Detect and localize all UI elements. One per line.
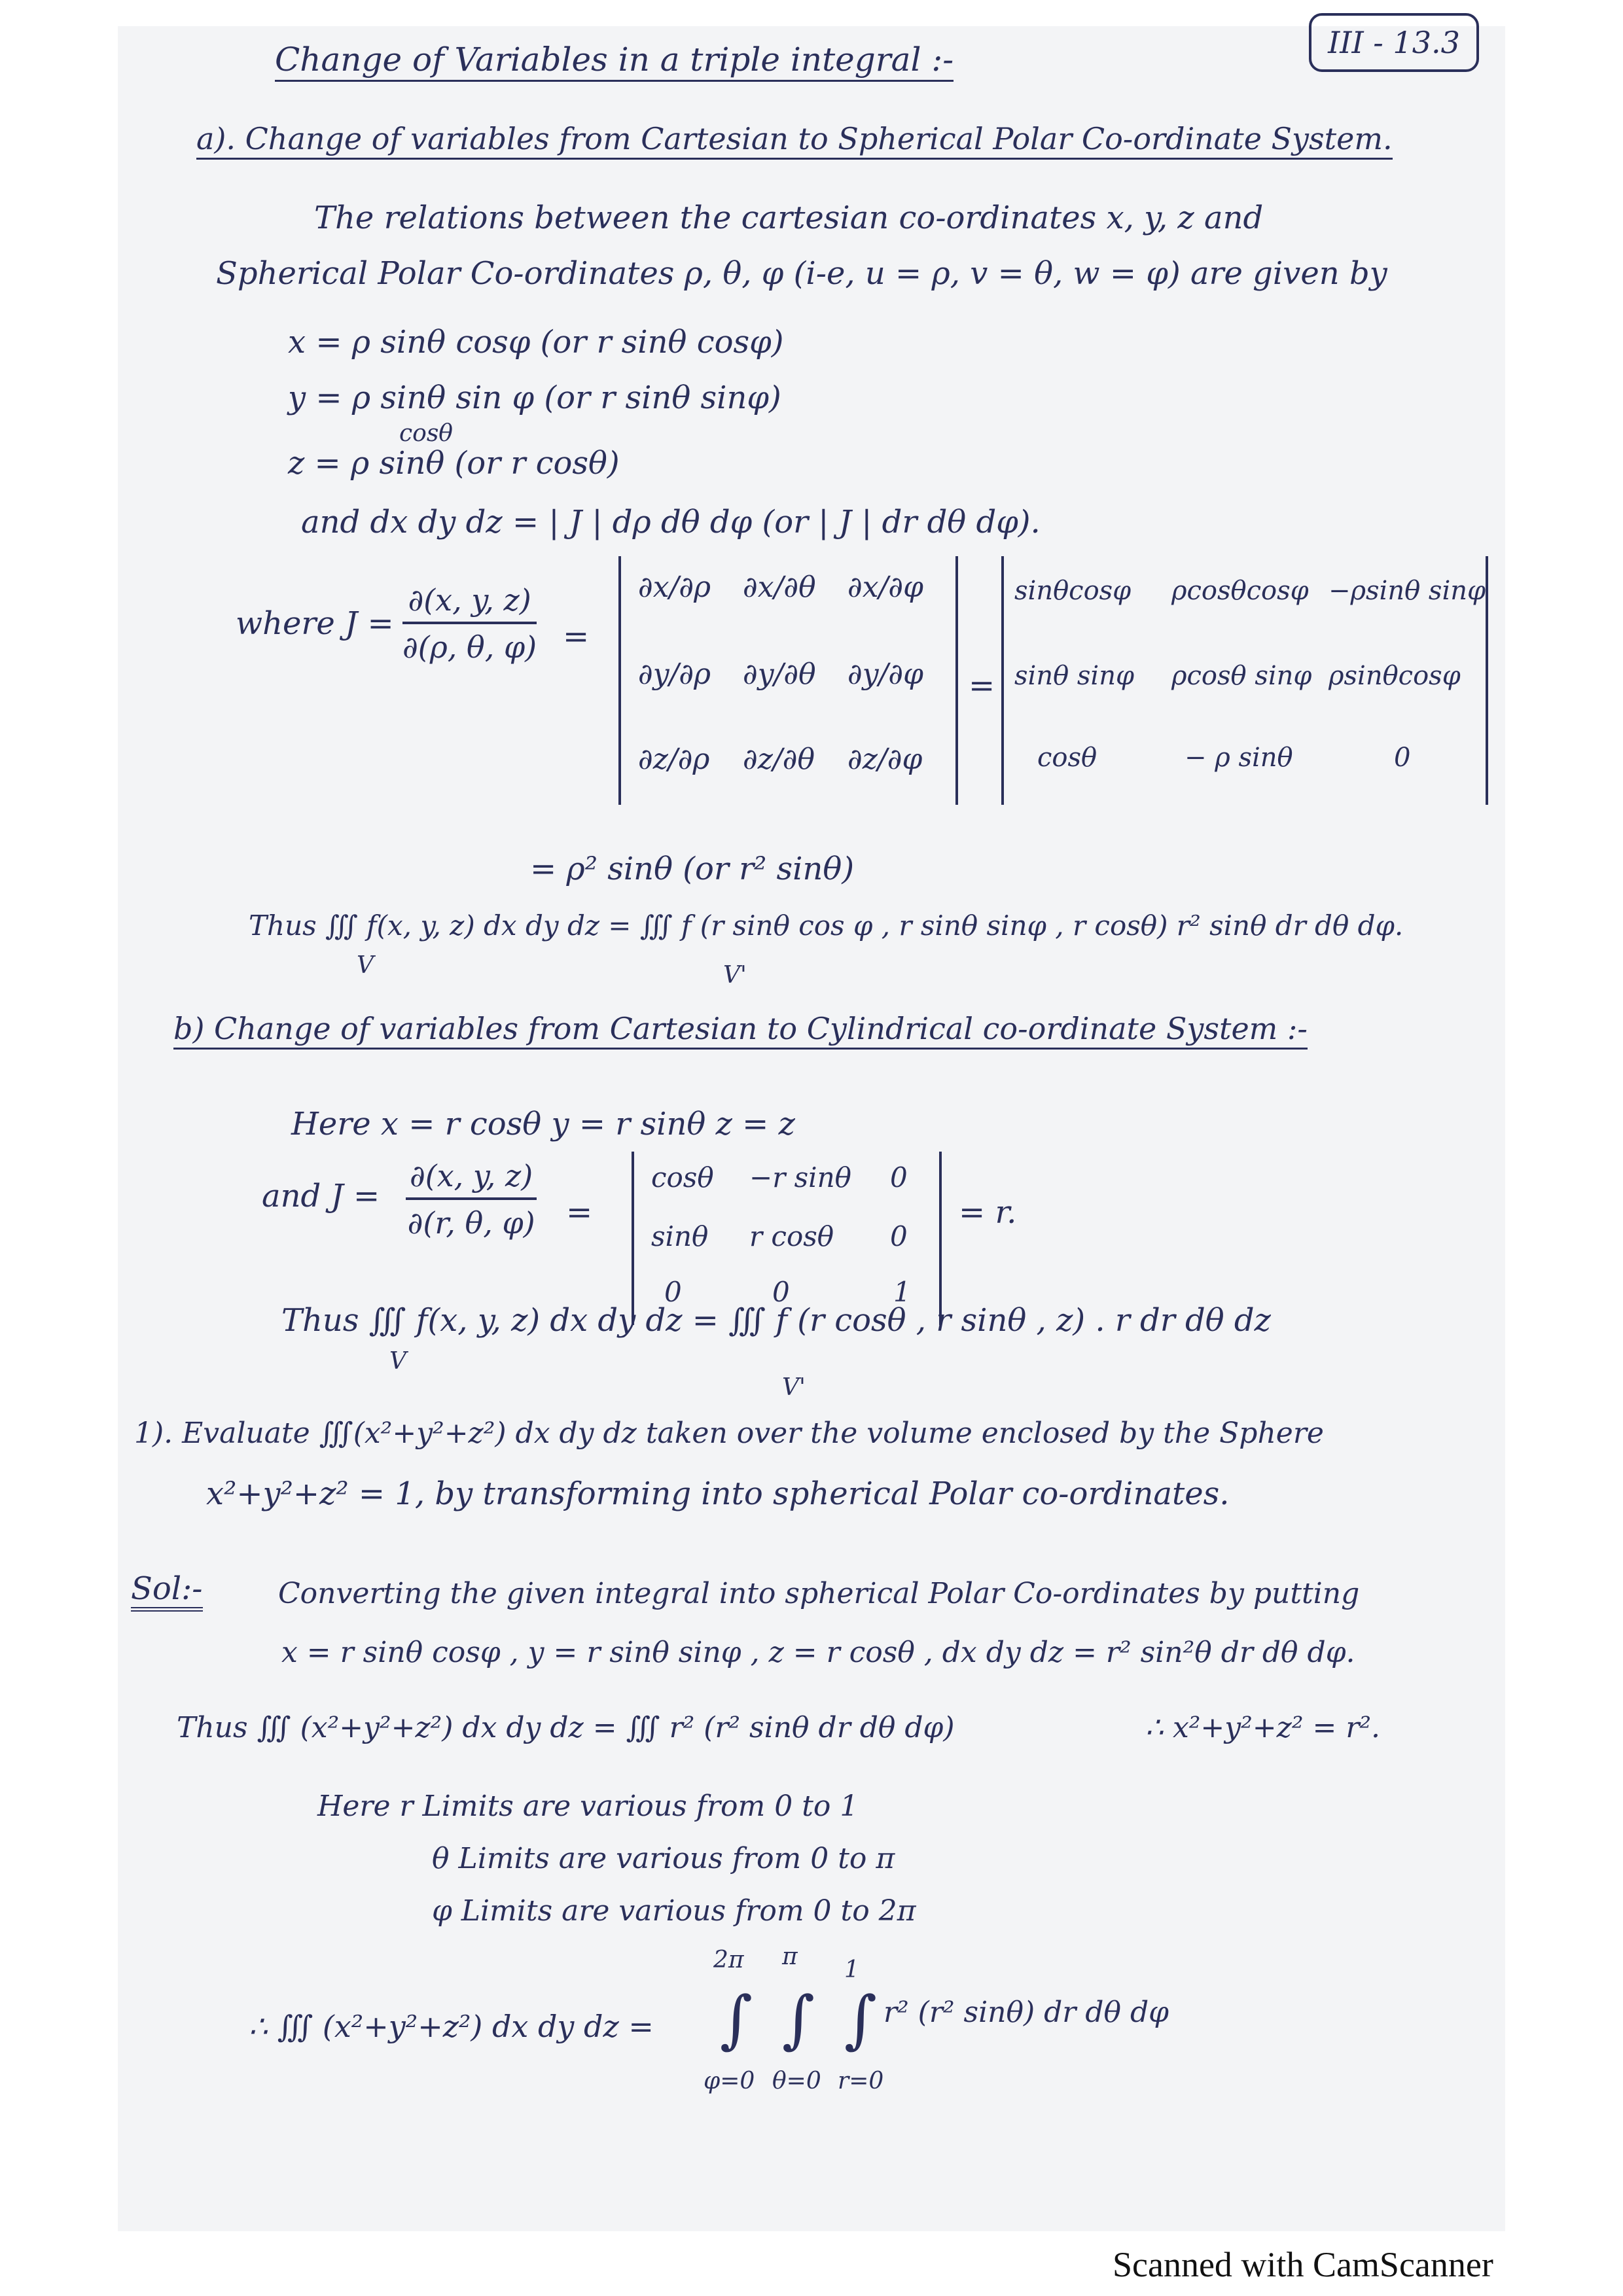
problem-1-line2: x²+y²+z² = 1, by transforming into spherical Polar co-ordinates. — [206, 1475, 1230, 1512]
det2-r0c0: sinθcosφ — [1014, 576, 1132, 606]
integral-sign-theta: ∫ — [782, 1983, 815, 2056]
det2-r1c2: ρsinθcosφ — [1329, 661, 1461, 691]
jacobian-result-b: = r. — [959, 1194, 1017, 1231]
section-a-intro-line1: The relations between the cartesian co-ordinates x, y, z and — [314, 200, 1264, 236]
det2-r1c1: ρcosθ sinφ — [1171, 661, 1312, 691]
equals-sign-a2: = — [969, 667, 995, 704]
det1-r0c0: ∂x/∂ρ — [638, 571, 711, 604]
det1-r2c0: ∂z/∂ρ — [638, 743, 710, 776]
section-a-title: a). Change of variables from Cartesian to Spherical Polar Co-ordinate System. — [196, 121, 1393, 160]
scanner-watermark: Scanned with CamScanner — [1113, 2245, 1493, 2284]
integral-sign-phi: ∫ — [720, 1983, 753, 2056]
det2-r0c1: ρcosθcosφ — [1171, 576, 1309, 606]
equals-sign-a1: = — [563, 618, 590, 655]
det1-r2c2: ∂z/∂φ — [847, 743, 923, 776]
jacobian-fraction-a — [402, 582, 537, 665]
equation-z: z = ρ sinθ (or r cosθ) — [288, 445, 620, 482]
solution-line2: x = r sinθ cosφ , y = r sinθ sinφ , z = r cosθ , dx dy dz = r² sin²θ dr dθ dφ. — [281, 1636, 1355, 1669]
det3-r1c2: 0 — [890, 1220, 908, 1252]
integral-upper-theta: π — [782, 1943, 798, 1970]
det3-r1c1: r cosθ — [749, 1220, 834, 1252]
region-v-prime-b: V' — [782, 1374, 806, 1401]
limit-r: Here r Limits are various from 0 to 1 — [317, 1790, 859, 1823]
equation-z-correction: cosθ — [399, 420, 453, 447]
equals-sign-b: = — [566, 1194, 593, 1231]
jacobian-fraction-b — [406, 1158, 537, 1241]
integral-lower-r: r=0 — [838, 2068, 884, 2094]
integral-lower-theta: θ=0 — [772, 2068, 821, 2094]
equation-y: y = ρ sinθ sin φ (or r sinθ sinφ) — [288, 380, 781, 416]
jacobian-numerator-a: ∂(x, y, z) — [402, 582, 537, 624]
triple-integral-spherical: Thus ∭ f(x, y, z) dx dy dz = ∭ f (r sinθ cos φ , r sinθ sinφ , r cosθ) r² sinθ dr dθ dφ. — [249, 910, 1404, 942]
section-b-title: b) Change of variables from Cartesian to Cylindrical co-ordinate System :- — [173, 1011, 1308, 1050]
solution-label: Sol:- — [131, 1570, 203, 1612]
equation-volume-element: and dx dy dz = | J | dρ dθ dφ (or | J | dr dθ dφ). — [301, 504, 1041, 540]
determinant-cylindrical — [632, 1152, 942, 1325]
det3-r0c0: cosθ — [651, 1161, 714, 1193]
region-v-prime-a: V' — [723, 962, 747, 989]
det3-r2c0: 0 — [664, 1276, 682, 1308]
where-j-label: where J = — [236, 605, 394, 642]
det3-r1c0: sinθ — [651, 1220, 709, 1252]
det1-r2c1: ∂z/∂θ — [743, 743, 815, 776]
integral-upper-r: 1 — [844, 1956, 859, 1983]
det3-r2c2: 1 — [893, 1276, 911, 1308]
integral-upper-phi: 2π — [713, 1947, 744, 1973]
det3-r2c1: 0 — [772, 1276, 790, 1308]
solution-line1: Converting the given integral into spherical Polar Co-ordinates by putting — [278, 1577, 1360, 1610]
jacobian-numerator-b: ∂(x, y, z) — [406, 1158, 537, 1200]
det1-r1c1: ∂y/∂θ — [743, 658, 816, 691]
cylindrical-relations: Here x = r cosθ y = r sinθ z = z — [291, 1106, 795, 1142]
integral-lower-phi: φ=0 — [704, 2068, 755, 2094]
limit-phi: φ Limits are various from 0 to 2π — [432, 1894, 916, 1928]
section-a-intro-line2: Spherical Polar Co-ordinates ρ, θ, φ (i-e, u = ρ, v = θ, w = φ) are given by — [216, 255, 1387, 292]
final-integral-lhs: ∴ ∭ (x²+y²+z²) dx dy dz = — [249, 2009, 654, 2044]
region-v-b: V — [389, 1348, 406, 1375]
jacobian-denominator-a: ∂(ρ, θ, φ) — [402, 629, 537, 665]
equation-x: x = ρ sinθ cosφ (or r sinθ cosφ) — [288, 324, 784, 361]
integral-sign-r: ∫ — [844, 1983, 878, 2056]
and-j-label-b: and J = — [262, 1178, 380, 1214]
final-integrand: r² (r² sinθ) dr dθ dφ — [883, 1996, 1169, 2029]
det2-r2c2: 0 — [1394, 743, 1411, 773]
det2-r2c0: cosθ — [1037, 743, 1097, 773]
page-number-box: III - 13.3 — [1309, 13, 1479, 72]
determinant-spherical — [1001, 556, 1489, 805]
determinant-partials — [618, 556, 959, 805]
triple-integral-cylindrical: Thus ∭ f(x, y, z) dx dy dz = ∭ f (r cosθ , r sinθ , z) . r dr dθ dz — [281, 1302, 1271, 1339]
limit-theta: θ Limits are various from 0 to π — [432, 1842, 895, 1875]
jacobian-denominator-b: ∂(r, θ, φ) — [407, 1205, 535, 1241]
det1-r1c0: ∂y/∂ρ — [638, 658, 711, 691]
region-v-a: V — [357, 952, 374, 979]
problem-1-line1: 1). Evaluate ∭(x²+y²+z²) dx dy dz taken over the volume enclosed by the Sphere — [134, 1417, 1324, 1450]
det2-r1c0: sinθ sinφ — [1014, 661, 1134, 691]
det1-r0c1: ∂x/∂θ — [743, 571, 816, 604]
solution-side-note: ∴ x²+y²+z² = r². — [1145, 1711, 1380, 1744]
det1-r0c2: ∂x/∂φ — [847, 571, 923, 604]
det3-r0c2: 0 — [890, 1161, 908, 1193]
det3-r0c1: −r sinθ — [749, 1161, 851, 1193]
det2-r2c1: − ρ sinθ — [1185, 743, 1293, 773]
jacobian-result-a: = ρ² sinθ (or r² sinθ) — [530, 851, 855, 887]
page-heading: Change of Variables in a triple integral :- — [275, 41, 954, 82]
solution-thus-line: Thus ∭ (x²+y²+z²) dx dy dz = ∭ r² (r² sinθ dr dθ dφ) — [177, 1711, 955, 1744]
det1-r1c2: ∂y/∂φ — [847, 658, 923, 691]
det2-r0c2: −ρsinθ sinφ — [1329, 576, 1486, 606]
